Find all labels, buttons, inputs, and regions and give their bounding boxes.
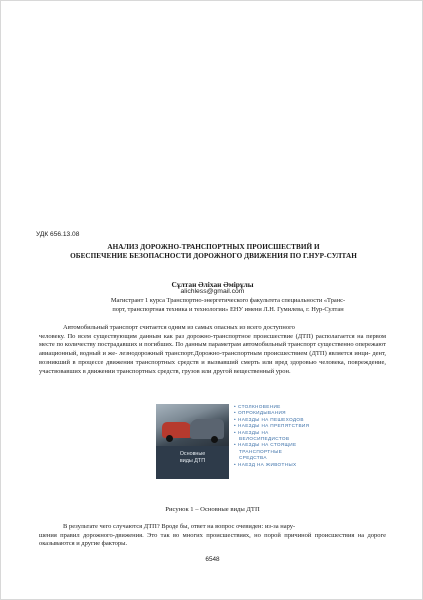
affiliation-line: Магистрант 1 курса Транспортно-энергетического факультета специальности «Транс- <box>110 297 346 304</box>
author-affiliation <box>65 297 391 314</box>
paragraph-line: дент, возникший в процессе движения транспортных средств и вызвавший смерть или вред <box>39 350 387 366</box>
figure-accident-types <box>156 404 346 479</box>
udk-code: УДК 656.13.08 <box>36 231 80 238</box>
accident-type-label: НАЕЗДЫ НА ПРЕПЯТСТВИЯ <box>238 423 310 429</box>
title-line: АНАЛИЗ ДОРОЖНО-ТРАНСПОРТНЫХ ПРОИСШЕСТВИЙ И <box>107 243 320 251</box>
bullet-icon: • <box>234 461 236 467</box>
accident-type-label: ТРАНСПОРТНЫЕ <box>239 448 283 454</box>
figure-caption: Рисунок 1 – Основные виды ДТП <box>165 506 260 513</box>
paragraph-line: (ДТП) располагается на первом месте по количеству пострадавших и погибших. По данным <box>39 332 387 349</box>
bullet-icon: • <box>234 404 236 409</box>
bullet-icon: • <box>234 423 236 429</box>
accident-type-label: СТОЛКНОВЕНИЕ <box>238 404 281 409</box>
accident-type-label: НАЕЗДЫ НА ПЕШЕХОДОВ <box>238 416 304 422</box>
paragraph-line: параметрам автомобильный транспорт существенно опережают авиационный, водный и же- <box>39 341 387 358</box>
paragraph-line: шения правил дорожного-движения. Это так во многих происшествиях, но порой причиной <box>39 531 312 539</box>
bullet-icon: • <box>234 410 236 416</box>
accident-type-label: СРЕДСТВА <box>239 455 267 461</box>
title-line: ОБЕСПЕЧЕНИЕ БЕЗОПАСНОСТИ ДОРОЖНОГО ДВИЖЕНИЯ ПО Г.НУР-СУЛТАН <box>70 252 357 261</box>
paragraph-line: или другой вещественный урон. <box>201 367 291 375</box>
author-email: alichless@gmail.com <box>180 288 245 295</box>
page-number: 6548 <box>205 556 220 563</box>
accident-type-label: ВЕЛОСИПЕДИСТОВ <box>239 436 290 442</box>
paragraph-line: Автомобильный транспорт считается одним из самых опасных из всего доступного <box>63 324 295 331</box>
grey-car-shape <box>190 419 224 439</box>
accident-type-label: ОПРОКИДЫВАНИЯ <box>238 410 286 416</box>
accident-type-label: НАЕЗД НА ЖИВОТНЫХ <box>238 461 297 467</box>
paragraph-line: человеку. По всем существующим данным как раз дорожно-транспортное происшествие <box>39 332 293 340</box>
affiliation-line: порт, транспортная техника и технологии» ЕНУ имени Л.Н. Гумилева, г. Нур-Султан <box>112 305 344 313</box>
paragraph-intro <box>39 324 386 376</box>
author-name: Сұлтан Әліхан Әмірұлы <box>171 280 254 289</box>
accident-type-label: НАЕЗДЫ НА СТОЯЩИЕ <box>238 442 297 448</box>
paragraph-line: В результате чего случаются ДТП? Вроде бы, ответ на вопрос очевиден: из-за нару- <box>63 523 296 530</box>
paragraph-causes <box>39 523 386 549</box>
accident-type-label: НАЕЗДЫ НА <box>238 429 269 435</box>
figure-label-line: виды ДТП <box>179 458 206 464</box>
paragraph-line: здоровью человека, повреждение, участвовавших в движении транспортных средств, грузов <box>39 358 386 375</box>
bullet-icon: • <box>234 429 236 435</box>
paragraph-line: лезнодорожный транспорт.Дорожно-транспортным происшествием (ДТП) является инци- <box>119 350 371 358</box>
accident-type-item <box>234 462 346 468</box>
figure-label <box>156 451 229 465</box>
paper-title <box>41 243 386 262</box>
paragraph-line: происшествия на дороге оказываются и другие факторы. <box>39 531 386 548</box>
wheel-shape <box>166 435 173 442</box>
wheel-shape <box>211 436 218 443</box>
bullet-icon: • <box>234 416 236 422</box>
accident-photo <box>156 404 229 446</box>
bullet-icon: • <box>234 442 236 448</box>
accident-types-list <box>234 404 346 468</box>
figure-label-line: Основные <box>179 451 206 457</box>
